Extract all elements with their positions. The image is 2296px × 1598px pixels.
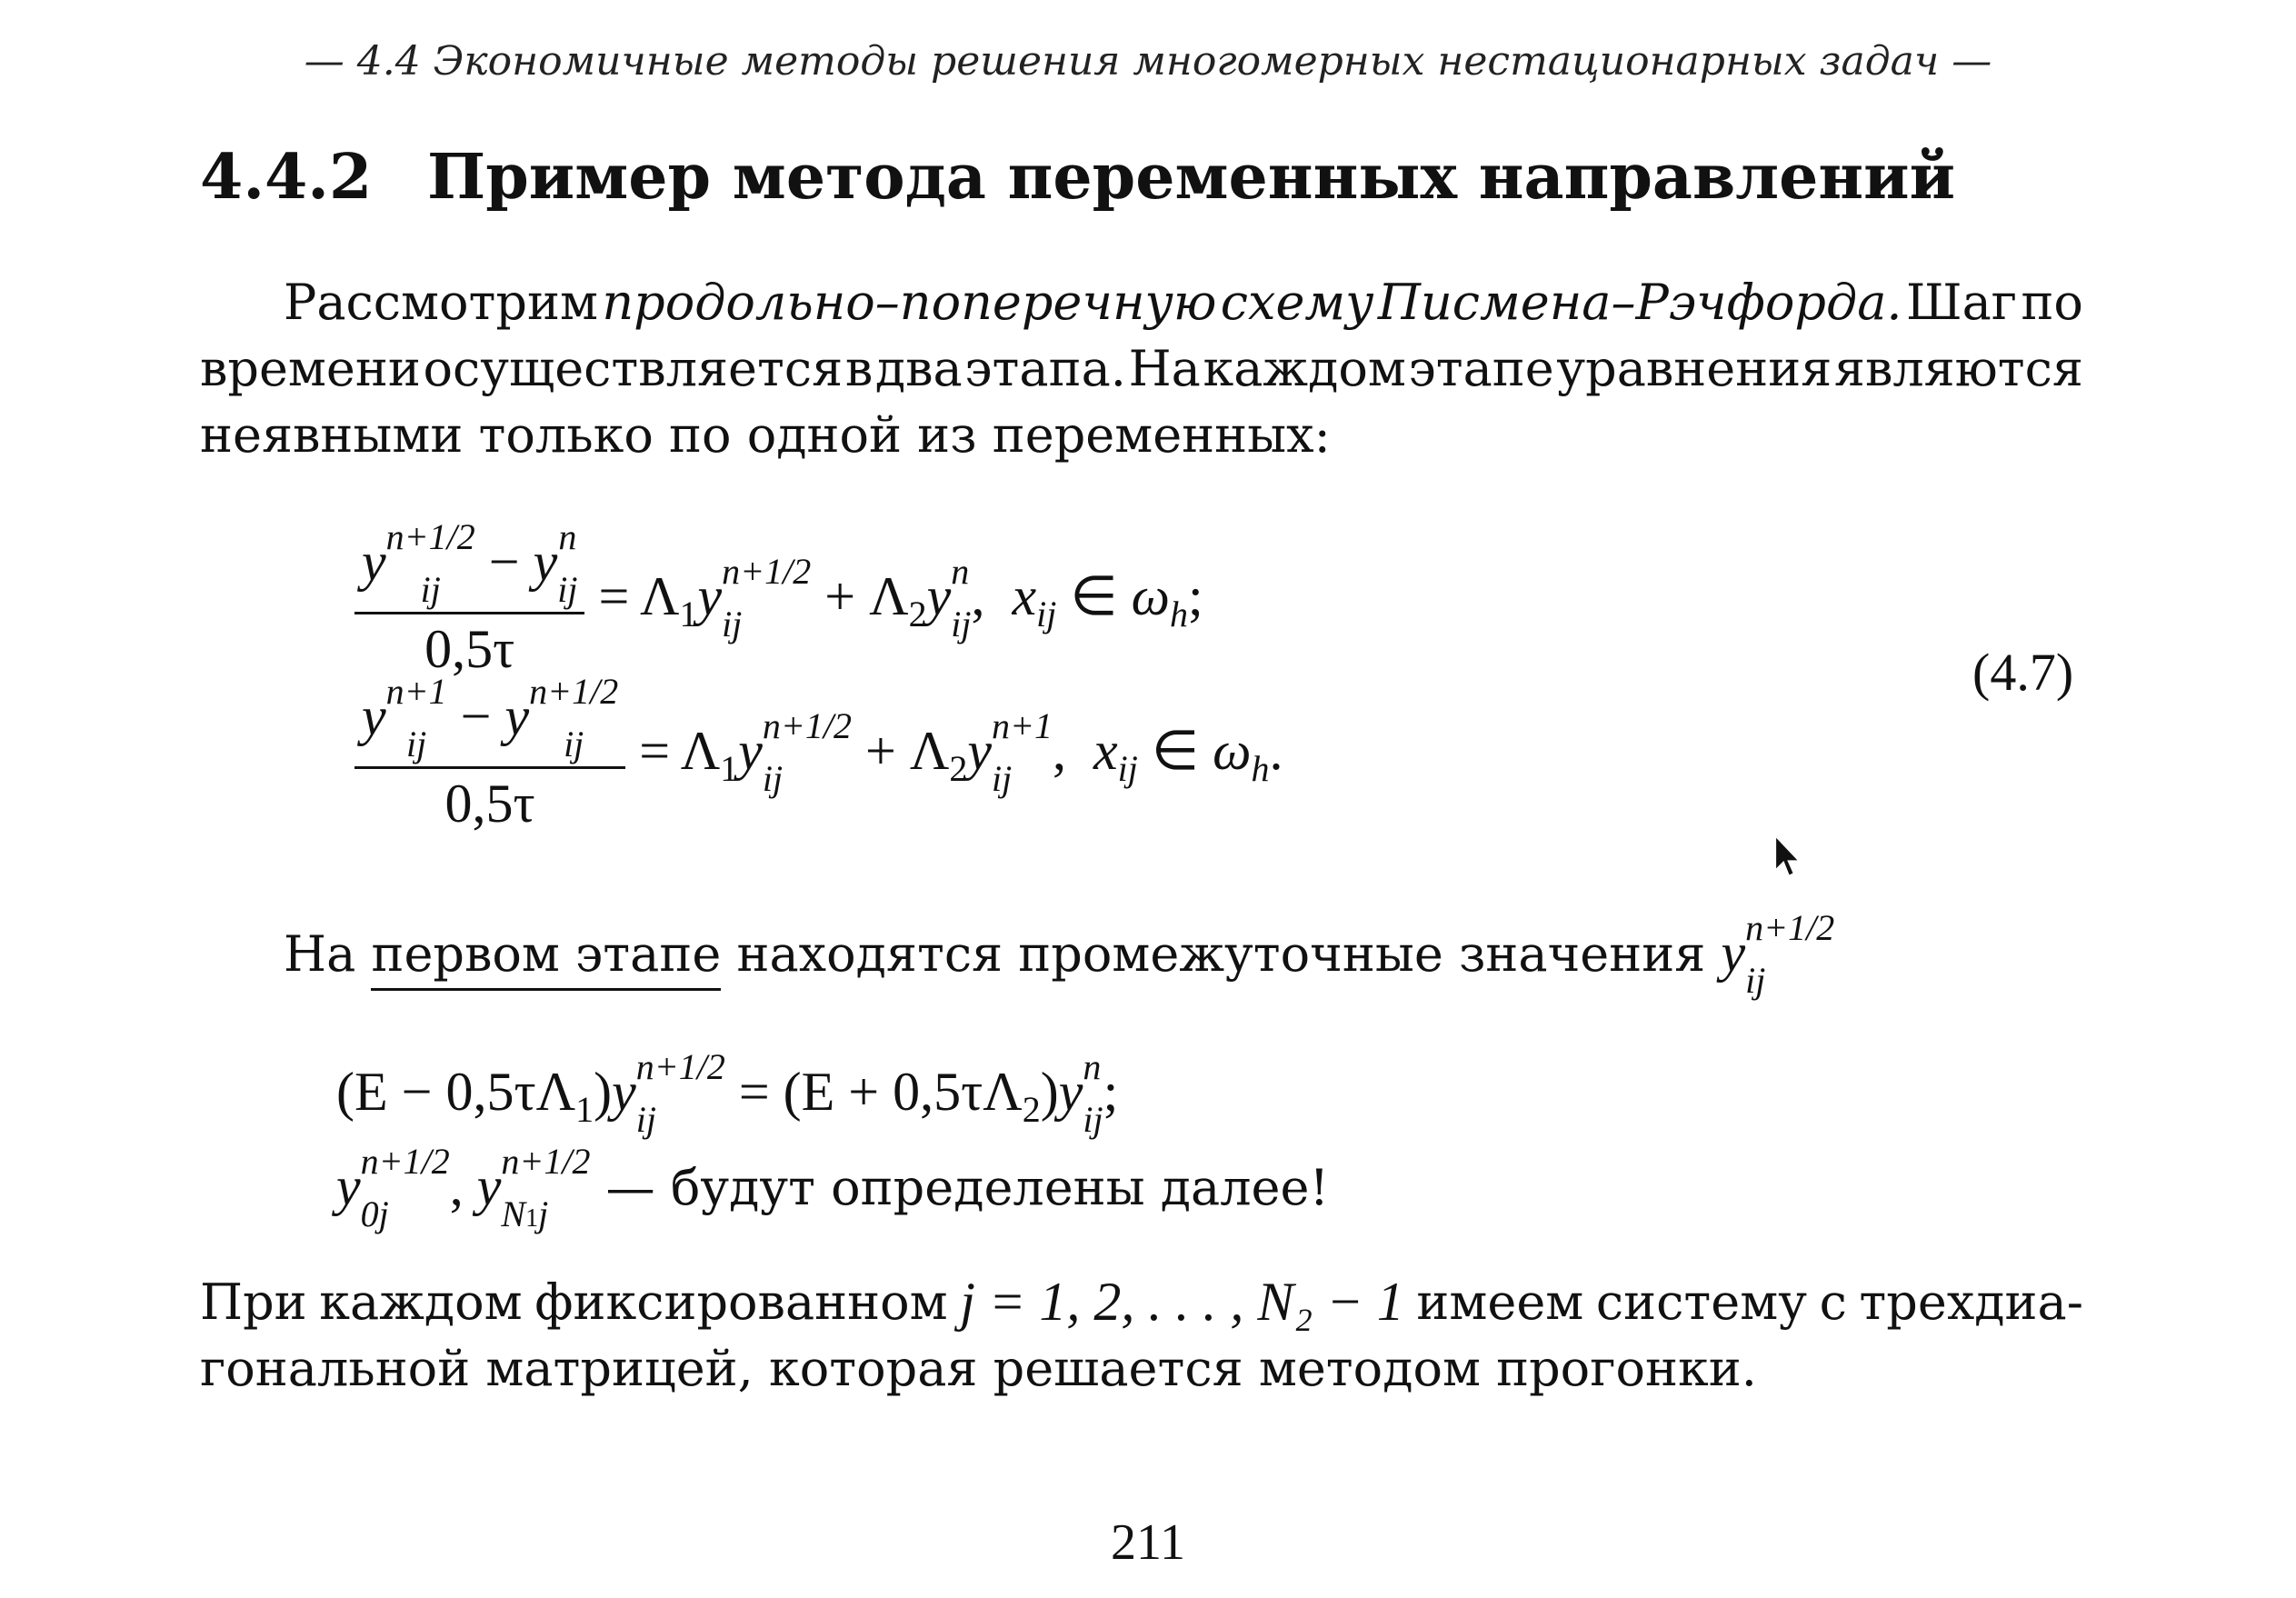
intro-word: два [874,340,963,397]
fraction: y n+1 ij − y n+1/2 ij 0,5τ [354,677,625,835]
intro-term: продольно–поперечную [602,274,1217,331]
section-title: Пример метода переменных направлений [427,141,1956,214]
intro-word: этапе [1408,340,1554,397]
intro-word: Рассмотрим [284,274,598,331]
closing-line-2: гональной матрицей, которая решается методом прогонки. [200,1340,1757,1397]
intro-word: в [844,340,873,397]
intro-word: Шаг [1905,274,2018,331]
intro-word: уравнения [1556,340,1832,397]
intro-word: по [2021,274,2083,331]
system-row-1: $(E - 0,5\tau\Lambda_1)y$ n+1/2 ij = $(E + 0,5\tau\Lambda_2)y$ n ij ; [336,1046,1119,1140]
intro-word: являются [1833,340,2083,397]
intro-word: осуществляется [423,340,844,397]
intro-word: каждом [1203,340,1406,397]
section-number: 4.4.2 [200,141,373,214]
page-number: 211 [1111,1514,1185,1571]
intro-term: схему [1220,274,1374,331]
intro-line-3: неявными только по одной из переменных: [200,406,1331,464]
equation-number: (4.7) [1972,643,2074,702]
intro-term: Писмена–Рэчфорда. [1377,274,1902,331]
intro-word: этапа. [964,340,1126,397]
stage1-sentence: На первом этапе находятся промежуточные значения y n+1/2 ij [284,907,1835,1001]
equation-row-1: y n+1/2 ij − y n ij 0,5τ = $\Lambda_1y$ n+1/2 ij + $\Lambda_2y$ n ij , $x_{ij}$ ∈ $\omega_h$; [354,523,1203,681]
equation-row-2: y n+1 ij − y n+1/2 ij 0,5τ = $\Lambda_1y$ n+1/2 ij + $\Lambda_2y$ n+1 ij , $x_{ij}$ ∈ $\omega_h$. [354,677,1283,835]
closing-line-1: При каждом фиксированном j = 1, 2, . . . , N₂ − 1 имеем систему с трехдиа- [200,1272,2083,1332]
running-header: — 4.4 Экономичные методы решения многомерных нестационарных задач — [304,38,1992,85]
intro-word: На [1128,340,1201,397]
intro-line-1 [200,269,2083,335]
intro-line-2 [200,335,2083,402]
intro-word: времени [200,340,421,397]
system-row-2: y n+1/2 0j , y n+1/2 N1j — будут определены далее! [336,1141,1330,1234]
underlined-phrase: первом этапе [371,925,721,991]
mouse-cursor-icon [1772,832,1805,883]
section-heading [200,141,1955,214]
fraction: y n+1/2 ij − y n ij 0,5τ [354,523,584,681]
